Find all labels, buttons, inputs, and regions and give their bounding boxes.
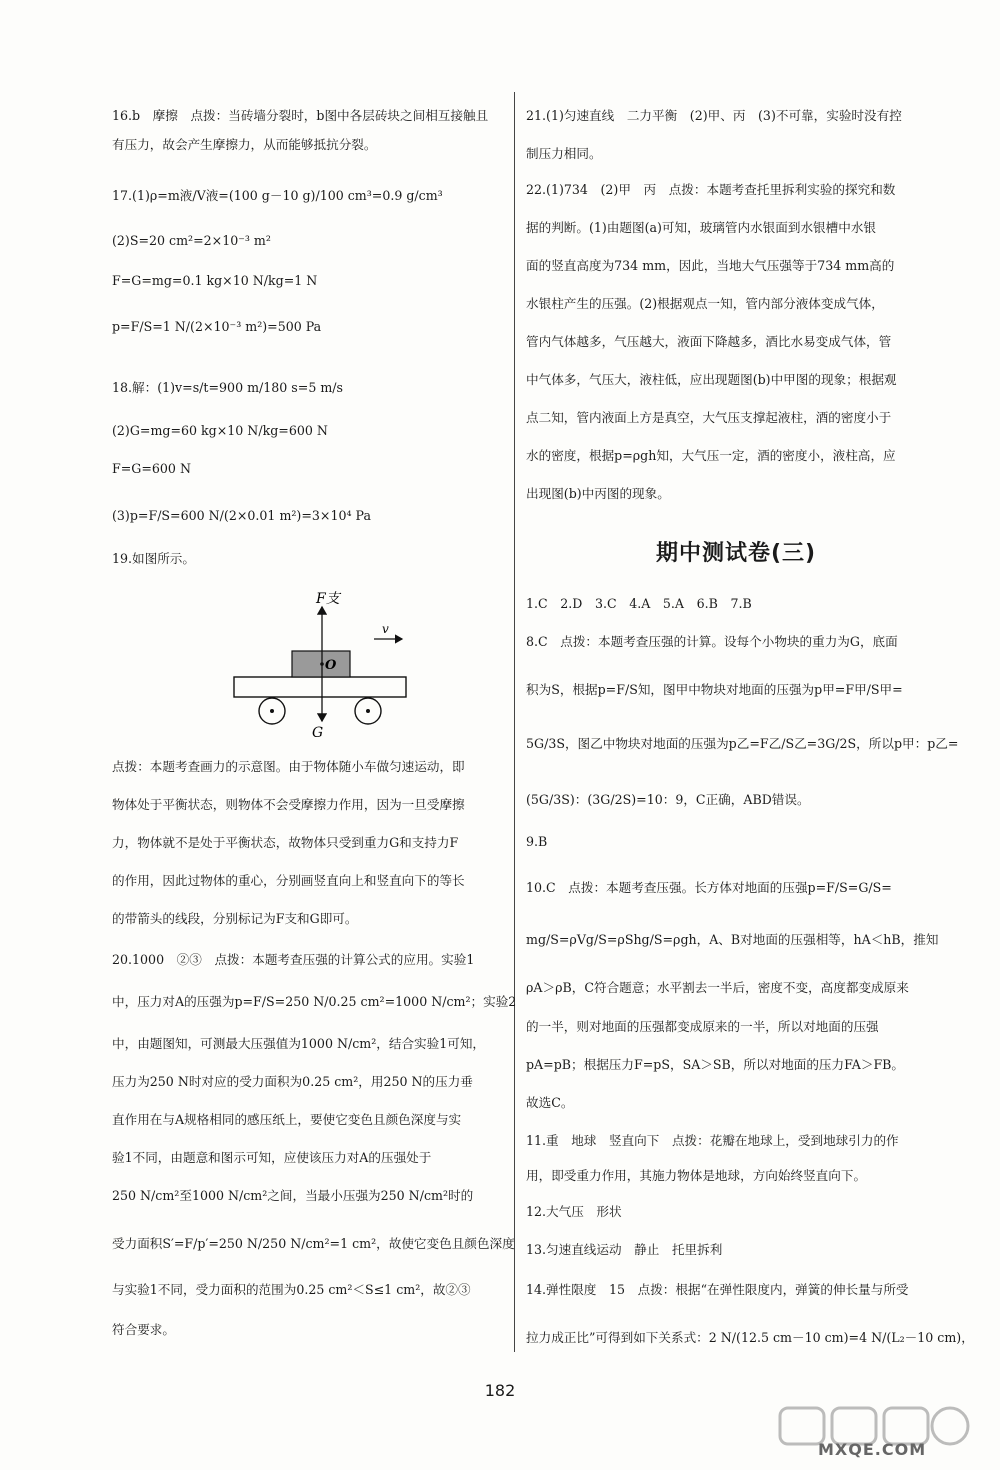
answer-9: 9.B: [526, 834, 548, 849]
answer-8-line1: 8.C 点拨：本题考查压强的计算。设每个小物块的重力为G，底面: [526, 634, 898, 649]
answer-10-line1: 10.C 点拨：本题考查压强。长方体对地面的压强p=F/S=G/S=: [526, 880, 892, 895]
watermark-text: MXQE.COM: [818, 1440, 927, 1459]
section-heading: 期中测试卷(三): [655, 541, 817, 566]
answer-10-line2: mg/S=ρVg/S=ρShg/S=ρgh，A、B对地面的压强相等，hA＜hB，推知: [526, 932, 939, 947]
hint-19-line4: 的作用，因此过物体的重心，分别画竖直向上和竖直向下的等长: [112, 873, 465, 888]
answer-13: 13.匀速直线运动 静止 托里拆利: [526, 1242, 723, 1257]
answer-22-line8: 水的密度，根据p=ρgh知，大气压一定，酒的密度小，液柱高，应: [526, 448, 896, 463]
answer-21-cont: 制压力相同。: [526, 146, 602, 161]
answer-11-line1: 11.重 地球 竖直向下 点拨：花瓣在地球上，受到地球引力的作: [526, 1133, 899, 1148]
answer-10-line4: 的一半，则对地面的压强都变成原来的一半，所以对地面的压强: [526, 1019, 879, 1034]
answer-20-line7: 250 N/cm²至1000 N/cm²之间，当最小压强为250 N/cm²时的: [112, 1188, 474, 1203]
hint-19-line3: 力，物体就不是处于平衡状态，故物体只受到重力G和支持力F: [112, 835, 459, 850]
answer-14-line1: 14.弹性限度 15 点拨：根据“在弹性限度内，弹簧的伸长量与所受: [526, 1282, 909, 1297]
answer-20-line4: 压力为250 N时对应的受力面积为0.25 cm²，用250 N的压力垂: [112, 1074, 473, 1089]
answer-10-line3: ρA＞ρB，C符合题意；水平割去一半后，密度不变，高度都变成原来: [526, 980, 909, 995]
answer-22-line4: 水银柱产生的压强。(2)根据观点一知，管内部分液体变成气体，: [526, 296, 884, 311]
answer-14-line2: 拉力成正比”可得到如下关系式：2 N/(12.5 cm－10 cm)=4 N/(L₂－10 cm)，: [526, 1330, 974, 1345]
answer-20-line2: 中，压力对A的压强为p=F/S=250 N/0.25 cm²=1000 N/cm²；实验2: [112, 994, 517, 1009]
answer-16: 16.b 摩擦 点拨：当砖墙分裂时，b图中各层砖块之间相互接触且: [112, 108, 489, 123]
answer-19: 19.如图所示。: [112, 551, 195, 566]
page-number: 182: [484, 1381, 516, 1400]
answer-20-line9: 与实验1不同，受力面积的范围为0.25 cm²＜S≤1 cm²，故②③: [112, 1282, 471, 1297]
answer-12: 12.大气压 形状: [526, 1204, 622, 1219]
answer-8-line4: (5G/3S)：(3G/2S)=10：9，C正确，ABD错误。: [526, 792, 810, 807]
answer-17-force: F=G=mg=0.1 kg×10 N/kg=1 N: [112, 273, 318, 288]
label-support-force: F支: [316, 591, 340, 607]
answer-22-line6: 中气体多，气压大，液柱低，应出现题图(b)中甲图的现象；根据观: [526, 372, 897, 387]
column-divider: [514, 92, 515, 1352]
answer-16-cont: 有压力，故会产生摩擦力，从而能够抵抗分裂。: [112, 137, 377, 152]
force-diagram: [226, 585, 416, 740]
answer-20-line1: 20.1000 ②③ 点拨：本题考查压强的计算公式的应用。实验1: [112, 952, 475, 967]
label-center: O: [325, 658, 337, 673]
answer-20-line6: 验1不同，由题意和图示可知，应使该压力对A的压强处于: [112, 1150, 432, 1165]
answer-18-force: F=G=600 N: [112, 461, 191, 476]
center-of-gravity: [320, 662, 324, 666]
hint-19-line1: 点拨：本题考查画力的示意图。由于物体随小车做匀速运动，即: [112, 759, 465, 774]
answer-17-pressure: p=F/S=1 N/(2×10⁻³ m²)=500 Pa: [112, 319, 322, 334]
answer-10-line5: pA=pB；根据压力F=pS，SA＞SB，所以对地面的压力FA＞FB。: [526, 1057, 905, 1072]
answer-22-line3: 面的竖直高度为734 mm，因此，当地大气压强等于734 mm高的: [526, 258, 895, 273]
answers-1-7: 1.C 2.D 3.C 4.A 5.A 6.B 7.B: [526, 596, 752, 611]
answer-22-line2: 据的判断。(1)由题图(a)可知，玻璃管内水银面到水银槽中水银: [526, 220, 877, 235]
hint-19-line2: 物体处于平衡状态，则物体不会受摩擦力作用，因为一旦受摩擦: [112, 797, 465, 812]
answer-22-line5: 管内气体越多，气压越大，液面下降越多，酒比水易变成气体，管: [526, 334, 892, 349]
label-gravity: G: [312, 725, 324, 740]
answer-20-line8: 受力面积S′=F/p′=250 N/250 N/cm²=1 cm²，故使它变色且颜色深度: [112, 1236, 515, 1251]
answer-17-2: (2)S=20 cm²=2×10⁻³ m²: [112, 233, 271, 248]
hint-19-line5: 的带箭头的线段，分别标记为F支和G即可。: [112, 911, 358, 926]
answer-17-1: 17.(1)ρ=m液/V液=(100 g－10 g)/100 cm³=0.9 g/cm³: [112, 188, 443, 203]
answer-8-line2: 积为S，根据p=F/S知，图甲中物块对地面的压强为p甲=F甲/S甲=: [526, 682, 903, 697]
answer-8-line3: 5G/3S，图乙中物块对地面的压强为p乙=F乙/S乙=3G/2S，所以p甲：p乙=: [526, 736, 959, 751]
answer-22-line1: 22.(1)734 (2)甲 丙 点拨：本题考查托里拆利实验的探究和数: [526, 182, 896, 197]
answer-20-line10: 符合要求。: [112, 1322, 175, 1337]
answer-11-line2: 用，即受重力作用，其施力物体是地球，方向始终竖直向下。: [526, 1168, 867, 1183]
answer-20-line5: 直作用在与A规格相同的感压纸上，要使它变色且颜色深度与实: [112, 1112, 462, 1127]
label-velocity: v: [382, 622, 389, 636]
answer-18-3: (3)p=F/S=600 N/(2×0.01 m²)=3×10⁴ Pa: [112, 508, 371, 523]
answer-18-1: 18.解：(1)v=s/t=900 m/180 s=5 m/s: [112, 380, 343, 395]
answer-21: 21.(1)匀速直线 二力平衡 (2)甲、丙 (3)不可靠，实验时没有控: [526, 108, 902, 123]
answer-18-2: (2)G=mg=60 kg×10 N/kg=600 N: [112, 423, 328, 438]
answer-22-line7: 点二知，管内液面上方是真空，大气压支撑起液柱，酒的密度小于: [526, 410, 892, 425]
answer-10-line6: 故选C。: [526, 1095, 574, 1110]
answer-20-line3: 中，由题图知，可测最大压强值为1000 N/cm²，结合实验1可知，: [112, 1036, 486, 1051]
answer-22-line9: 出现图(b)中丙图的现象。: [526, 486, 670, 501]
cart-body: [234, 677, 406, 697]
